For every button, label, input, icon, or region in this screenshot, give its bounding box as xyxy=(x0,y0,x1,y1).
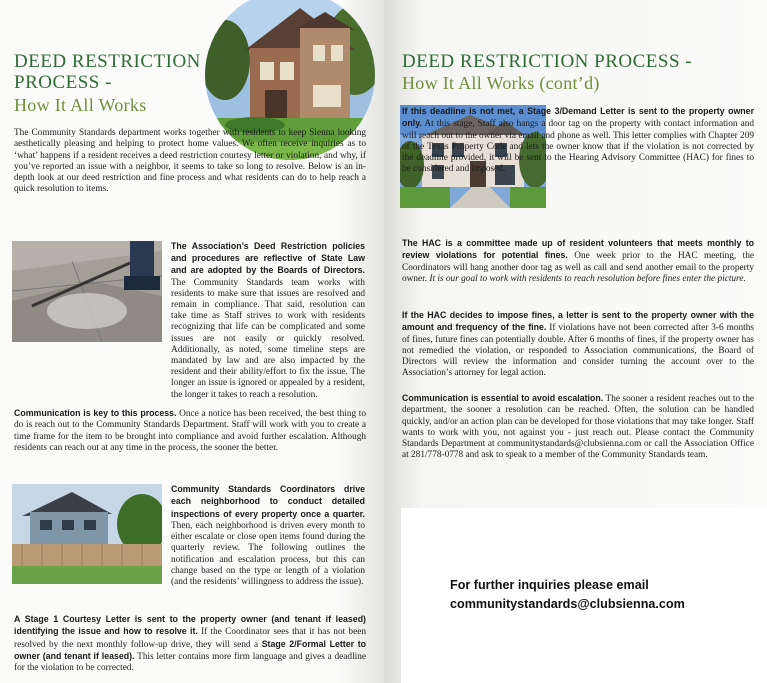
right-hac-bold: The HAC is a committee made up of resident volunteers that meets monthly to review violations for potential fines. xyxy=(402,238,754,261)
left-title-line2: PROCESS - xyxy=(14,72,112,93)
left-paragraph-stage1 xyxy=(14,614,366,674)
contact-note-line1: For further inquiries please email xyxy=(450,578,649,592)
right-paragraph-hac xyxy=(402,238,754,285)
left-stage1-end: This letter contains more firm language and gives a deadline for the violation to be corrected. xyxy=(14,651,367,674)
right-stage3-bold: If this deadline is not met, a Stage 3/Demand Letter is sent to the property owner only. xyxy=(402,106,754,129)
left-subtitle: How It All Works xyxy=(14,95,147,115)
right-escalation-text: The sooner a resident reaches out to the department, the sooner a resolution can be reached. Often, the solution can be handled quickly, and/or an action plan can be developed for those violations that may take longer. Staff wants to work with you, not against you - just reach out. Please contact the Community Standards Department at communitystandards@clubsienna.com or call the Association Office at 281/778-0778 and ask to speak to a member of the Community Standards team. xyxy=(402,394,754,461)
left-policies-bold: The Association’s Deed Restriction policies and procedures are reflective of State Law and are adopted by the Boards of Directors. xyxy=(171,241,365,276)
left-communication-text: Once a notice has been received, the best thing to do is reach out to the Community Standards Department. Staff will work with you to create a time frame for the item to be brought into compliance and avoid further escalation. Although residents can reach out at any time in the process, the sooner the better. xyxy=(14,409,367,453)
right-paragraph-escalation xyxy=(402,393,754,462)
contact-note-email: communitystandards@clubsienna.com xyxy=(450,597,685,611)
pressure-wash-photo xyxy=(12,241,162,342)
left-stage2-bold: Stage 2/Formal Letter to owner (and tenant if leased). xyxy=(14,638,366,661)
left-coordinators-text: Then, each neighborhood is driven every month to either escalate or close open items found during the quarterly review. The following outlines the notification and escalation process, but this can change based on the type or length of a violation (and the residents’ willingness to address the issue). xyxy=(171,520,365,588)
right-hac-italic: It is our goal to work with residents to reach resolution before fines enter the picture. xyxy=(429,273,746,284)
left-stage1-bold: A Stage 1 Courtesy Letter is sent to the property owner (and tenant if leased) identifying the issue and how to resolve it. xyxy=(14,614,366,637)
left-coordinators-bold: Community Standards Coordinators drive each neighborhood to conduct detailed inspections of every property once a quarter. xyxy=(171,484,365,519)
left-communication-bold: Communication is key to this process. xyxy=(14,408,177,418)
contact-note xyxy=(450,576,685,614)
right-paragraph-fines xyxy=(402,310,754,380)
left-stage1-text: If the Coordinator sees that it has not been resolved by the next monthly follow-up drive, they will send a xyxy=(14,627,366,650)
right-fines-text: If violations have not been corrected after 3-6 months of fines, future fines can potentially double. After 6 months of fines, if the property owner has not remedied the violation, or responded to Association communications, the Board of Directors will review the information and consider turning the account over to the Association’s attorney for legal action. xyxy=(402,323,754,379)
right-subtitle: How It All Works (cont’d) xyxy=(402,73,600,93)
house-fence-photo xyxy=(12,484,162,584)
left-paragraph-coordinators xyxy=(171,484,365,589)
left-policies-text: The Community Standards team works with residents to make sure that issues are resolved and remain in compliance. That said, resolution can take time as Staff strives to work with residents recognizing that life can be complicated and some issues are not easily or quickly resolved. Additionally, as noted, some timeline steps are mandated by law and are also impacted by the resident and their ability/effort to fix the issue. The longer an issue is ignored or appealed by a resident, the longer it takes to reach a resolution. xyxy=(171,277,365,400)
right-escalation-bold: Communication is essential to avoid escalation. xyxy=(402,393,604,403)
right-paragraph-stage3 xyxy=(402,106,754,176)
left-title-line1: DEED RESTRICTION xyxy=(14,51,201,72)
right-fines-bold: If the HAC decides to impose fines, a letter is sent to the property owner with the amount and frequency of the fine. xyxy=(402,310,754,333)
right-title: DEED RESTRICTION PROCESS - xyxy=(402,51,693,72)
right-hac-text: One week prior to the HAC meeting, the Coordinators will hang another door tag as well as call and send another email to the property owner. xyxy=(402,251,754,284)
left-paragraph-communication xyxy=(14,408,366,454)
left-paragraph-policies xyxy=(171,241,365,401)
left-intro: The Community Standards department works together with residents to keep Sienna looking aesthetically pleasing and helping to protect home values. We often receive inquiries as to ‘what’ happens if a resident receives a deed restriction courtesy letter or violation, and why, if you’ve reported an issue with a neighbor, it seems to take so long to resolve. Below is an in-depth look at our deed restriction and fine process and what residents can do to help reach a quick resolution to items. xyxy=(14,128,366,195)
right-stage3-text: At this stage, Staff also hangs a door tag on the property with contact information and will reach out to the owner via email and phone as well. This letter complies with Chapter 209 of the Texas Property Code and lets the owner know that if the violation is not corrected by the deadline provided, it will be sent to the Hearing Advisory Committee (HAC) for fines to be considered and imposed. xyxy=(402,119,754,175)
